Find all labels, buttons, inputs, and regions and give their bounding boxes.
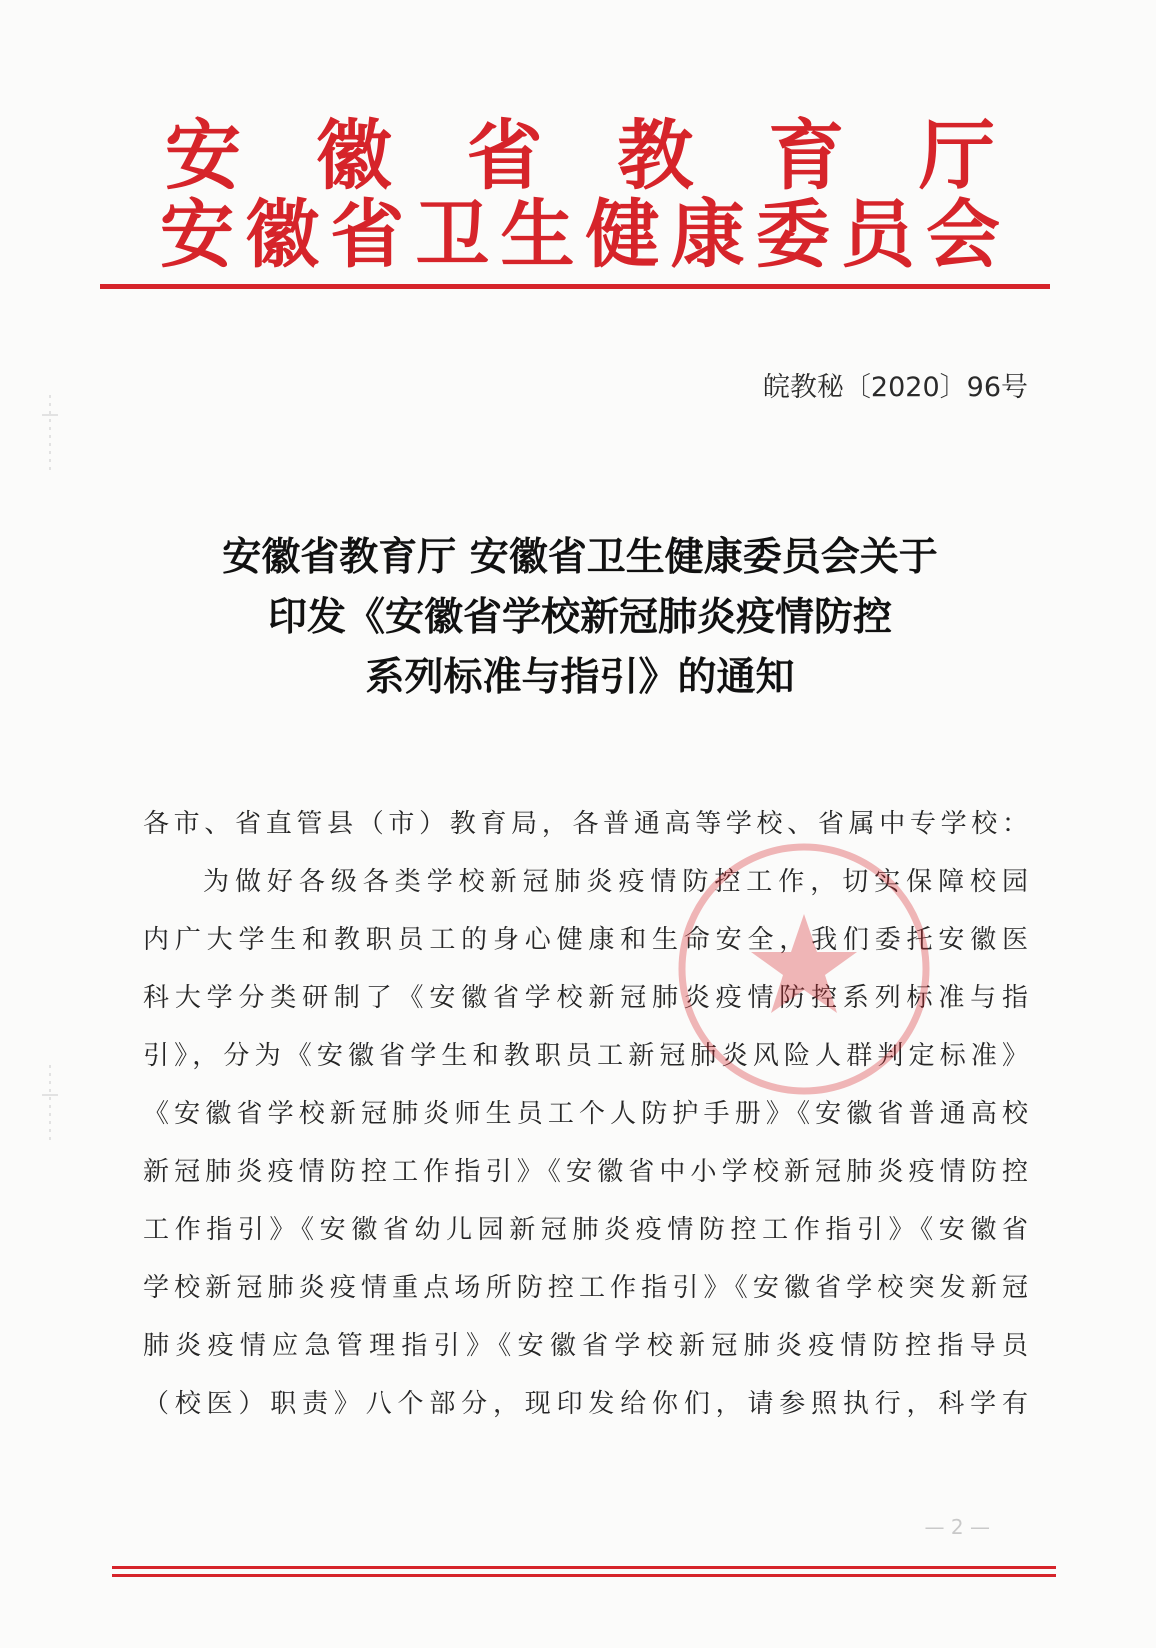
salutation: 各市、省直管县（市）教育局，各普通高等学校、省属中专学校： — [143, 809, 1028, 839]
body-line: 引》，分为《安徽省学生和教职员工新冠肺炎风险人群判定标准》 — [143, 1041, 1028, 1071]
title-line: 安徽省教育厅 安徽省卫生健康委员会关于 — [222, 535, 938, 580]
title-line: 系列标准与指引》的通知 — [365, 655, 795, 700]
page-number: — 2 — — [924, 1515, 990, 1539]
header-red-rule — [100, 284, 1050, 289]
document-body — [143, 795, 1028, 1433]
body-line: 学校新冠肺炎疫情重点场所防控工作指引》《安徽省学校突发新冠 — [143, 1273, 1028, 1303]
document-number: 皖教秘〔2020〕96号 — [762, 372, 1028, 403]
title-line: 印发《安徽省学校新冠肺炎疫情防控 — [267, 595, 892, 640]
issuer-header-health: 安徽省卫生健康委员会 — [160, 192, 1000, 278]
binding-hole-mark-icon — [40, 395, 60, 475]
body-line: 新冠肺炎疫情防控工作指引》《安徽省中小学校新冠肺炎疫情防控 — [143, 1157, 1028, 1187]
body-line: 科大学分类研制了《安徽省学校新冠肺炎疫情防控系列标准与指 — [143, 983, 1028, 1013]
body-line: 工作指引》《安徽省幼儿园新冠肺炎疫情防控工作指引》《安徽省 — [143, 1215, 1028, 1245]
body-line: 为做好各级各类学校新冠肺炎疫情防控工作，切实保障校园 — [203, 867, 1028, 897]
issuer-header-education: 安 徽 省 教 育 厅 — [165, 111, 995, 200]
document-title — [130, 528, 1030, 708]
body-line: （校医）职责》八个部分，现印发给你们，请参照执行，科学有 — [143, 1389, 1028, 1419]
binding-hole-mark-icon — [40, 1065, 60, 1145]
footer-red-rule — [112, 1566, 1056, 1569]
body-line: 《安徽省学校新冠肺炎师生员工个人防护手册》《安徽省普通高校 — [143, 1099, 1028, 1129]
body-line: 肺炎疫情应急管理指引》《安徽省学校新冠肺炎疫情防控指导员 — [143, 1331, 1028, 1361]
body-line: 内广大学生和教职员工的身心健康和生命安全，我们委托安徽医 — [143, 925, 1028, 955]
footer-red-rule — [112, 1574, 1056, 1577]
